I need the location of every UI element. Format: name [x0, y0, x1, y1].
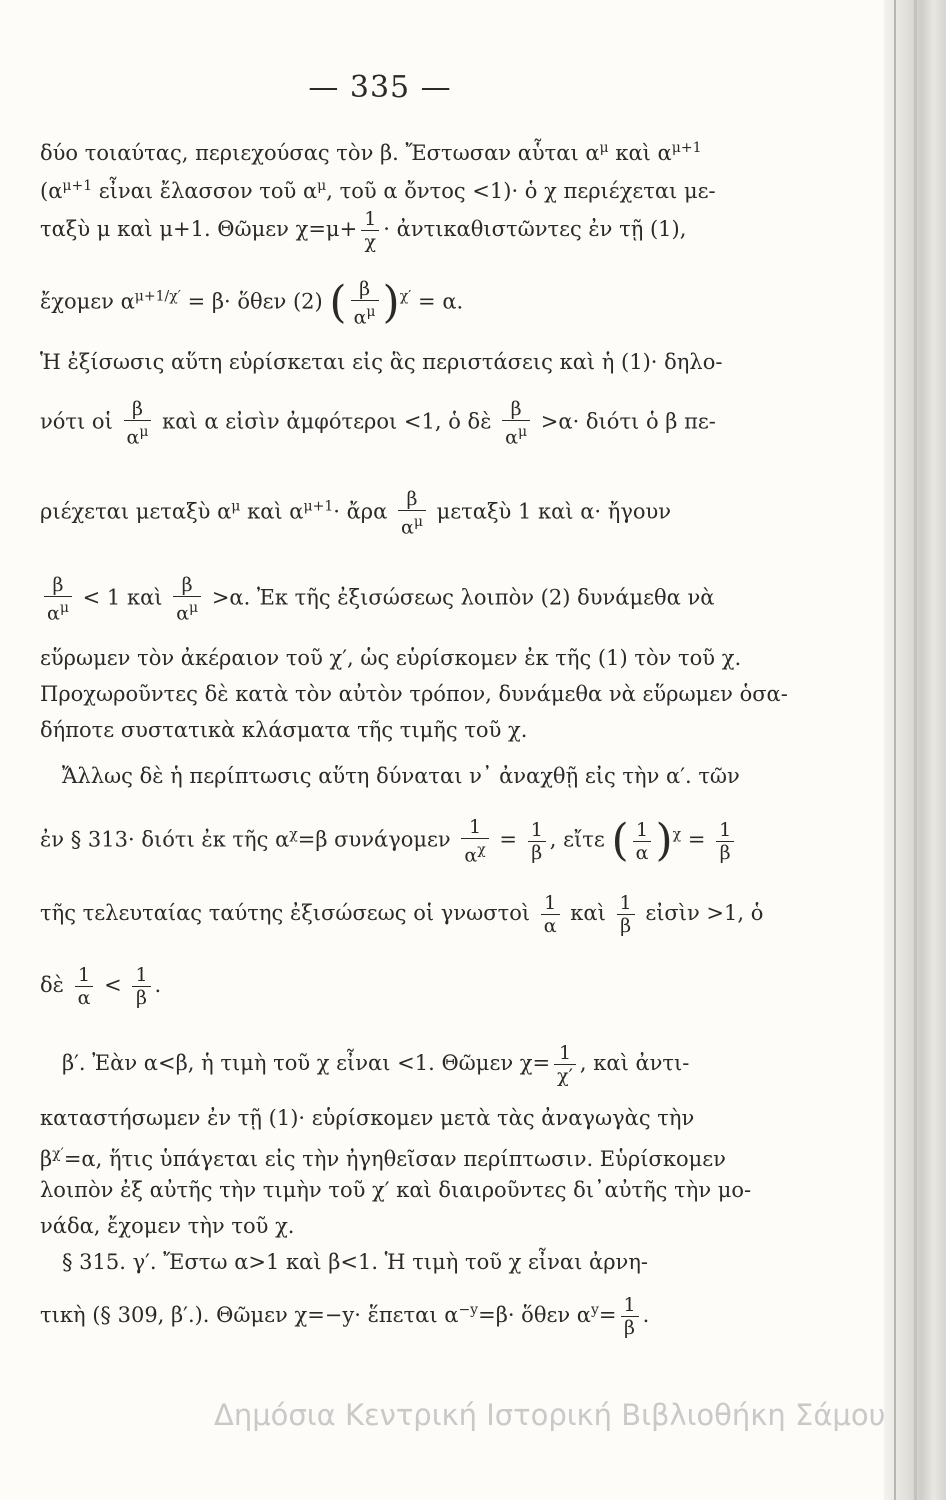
fraction: $\frac{1}{\beta}$: [528, 819, 546, 864]
text-line-16: β′. Ἐὰν α<β, ἡ τιμὴ τοῦ χ εἶναι <1. Θῶμεν χ= $\frac{1}{\chi'}$ , καὶ ἀντι-: [62, 1042, 690, 1087]
fraction: $\frac{\beta}{\alpha^\mu}$: [351, 278, 379, 328]
fraction: $\frac{1}{\alpha}$: [75, 964, 94, 1009]
fraction: $\frac{1}{\chi}$: [361, 208, 379, 253]
text-line-17: καταστήσωμεν ἐν τῇ (1)· εὑρίσκομεν μετὰ τὰς ἀναγωγὰς τὴν: [40, 1106, 695, 1130]
text-line-11: δήποτε συστατικὰ κλάσματα τῆς τιμῆς τοῦ χ.: [40, 718, 528, 742]
text-line-2: ($\alpha^{\mu+1}$ εἶναι ἔλασσον τοῦ $\alpha^\mu$, τοῦ α ὄντος <1)· ὁ χ περιέχεται με-: [40, 178, 716, 203]
text-line-14: τῆς τελευταίας ταύτης ἐξισώσεως οἱ γνωστοὶ $\frac{1}{\alpha}$ καὶ $\frac{1}{\beta}$ εἰσὶν >1, ὁ: [40, 892, 764, 937]
text-line-4: ἔχομεν $\alpha^{\mu+1/\chi'} = \beta\cdot$ ὅθεν (2) ( $\frac{\beta}{\alpha^\mu}$ )$^{\chi'}$ = α.: [40, 277, 464, 329]
text-line-18: $\beta^{\chi'}=\alpha$, ἥτις ὑπάγεται εἰς τὴν ἠγηθεῖσαν περίπτωσιν. Εὑρίσκομεν: [40, 1146, 726, 1171]
fraction: $\frac{\beta}{\alpha^\mu}$: [502, 398, 530, 448]
fraction: $\frac{1}{\beta}$: [617, 892, 635, 937]
text-line-12: Ἄλλως δὲ ἡ περίπτωσις αὕτη δύναται ν᾿ ἀναχθῇ εἰς τὴν α′. τῶν: [62, 764, 740, 788]
fraction: $\frac{1}{\alpha}$: [541, 892, 560, 937]
library-watermark: Δημόσια Κεντρική Ιστορική Βιβλιοθήκη Σάμου: [214, 1398, 886, 1432]
fraction: $\frac{1}{\beta}$: [621, 1294, 639, 1339]
text-line-15: δὲ $\frac{1}{\alpha}$ < $\frac{1}{\beta}$ .: [40, 964, 162, 1009]
fraction: $\frac{\beta}{\alpha^\mu}$: [44, 574, 72, 624]
fraction: $\frac{1}{\beta}$: [716, 819, 734, 864]
fraction: $\frac{\beta}{\alpha^\mu}$: [398, 488, 426, 538]
fraction: $\frac{\beta}{\alpha^\mu}$: [124, 398, 152, 448]
text-line-3: ταξὺ μ καὶ μ+1. Θῶμεν χ=μ+ $\frac{1}{\chi}$ · ἀντικαθιστῶντες ἐν τῇ (1),: [40, 208, 687, 253]
text-line-13: ἐν § 313· διότι ἐκ τῆς $\alpha^\chi=\beta$ συνάγομεν $\frac{1}{\alpha^\chi}$ = $\frac{1}{\beta}$ , εἴτε ( $\frac{1}{\alpha}$ )$^\chi$ = $\frac{1}{\beta}$: [40, 816, 738, 866]
text-line-9: εὕρωμεν τὸν ἀκέραιον τοῦ χ′, ὡς εὑρίσκομεν ἐκ τῆς (1) τὸν τοῦ χ.: [40, 646, 742, 670]
text-line-22: τικὴ (§ 309, β′.). Θῶμεν χ=−y· ἕπεται $\alpha^{-y}=\beta\cdot$ ὅθεν $\alpha^y=$ $\frac{1}{\beta}$ .: [40, 1294, 650, 1339]
fraction: $\frac{1}{\beta}$: [132, 964, 150, 1009]
text-line-5: Ἡ ἐξίσωσις αὕτη εὑρίσκεται εἰς ἃς περιστάσεις καὶ ἡ (1)· δηλο-: [40, 350, 723, 374]
fraction: $\frac{1}{\alpha^\chi}$: [461, 816, 488, 866]
fraction: $\frac{1}{\alpha}$: [633, 819, 652, 864]
fraction: $\frac{1}{\chi'}$: [554, 1042, 576, 1087]
text-line-6: νότι οἱ $\frac{\beta}{\alpha^\mu}$ καὶ α εἰσὶν ἀμφότεροι <1, ὁ δὲ $\frac{\beta}{\alpha^\mu}$ >α· διότι ὁ β πε-: [40, 398, 716, 449]
book-edge: [884, 0, 946, 1500]
text-line-1: δύο τοιαύτας, περιεχούσας τὸν β. Ἔστωσαν αὗται $\alpha^\mu$ καὶ $\alpha^{\mu+1}$: [40, 140, 702, 165]
text-line-10: Προχωροῦντες δὲ κατὰ τὸν αὐτὸν τρόπον, δυνάμεθα νὰ εὕρωμεν ὁσα-: [40, 682, 788, 706]
text-line-8: $\frac{\beta}{\alpha^\mu}$ < 1 καὶ $\frac{\beta}{\alpha^\mu}$ >α. Ἐκ τῆς ἐξισώσεως λοιπὸν (2) δυνάμεθα νὰ: [40, 574, 714, 624]
text-line-7: ριέχεται μεταξὺ $\alpha^\mu$ καὶ $\alpha^{\mu+1}\cdot$ ἄρα $\frac{\beta}{\alpha^\mu}$ μεταξὺ 1 καὶ α· ἤγουν: [40, 488, 672, 539]
page-number: — 335 —: [308, 70, 452, 105]
text-line-20: νάδα, ἔχομεν τὴν τοῦ χ.: [40, 1214, 295, 1238]
fraction: $\frac{\beta}{\alpha^\mu}$: [173, 574, 201, 624]
text-line-21: § 315. γ′. Ἔστω α>1 καὶ β<1. Ἡ τιμὴ τοῦ χ εἶναι ἀρνη-: [62, 1250, 648, 1274]
text-line-19: λοιπὸν ἐξ αὐτῆς τὴν τιμὴν τοῦ χ′ καὶ διαιροῦντες δι᾿αὐτῆς τὴν μο-: [40, 1178, 752, 1202]
